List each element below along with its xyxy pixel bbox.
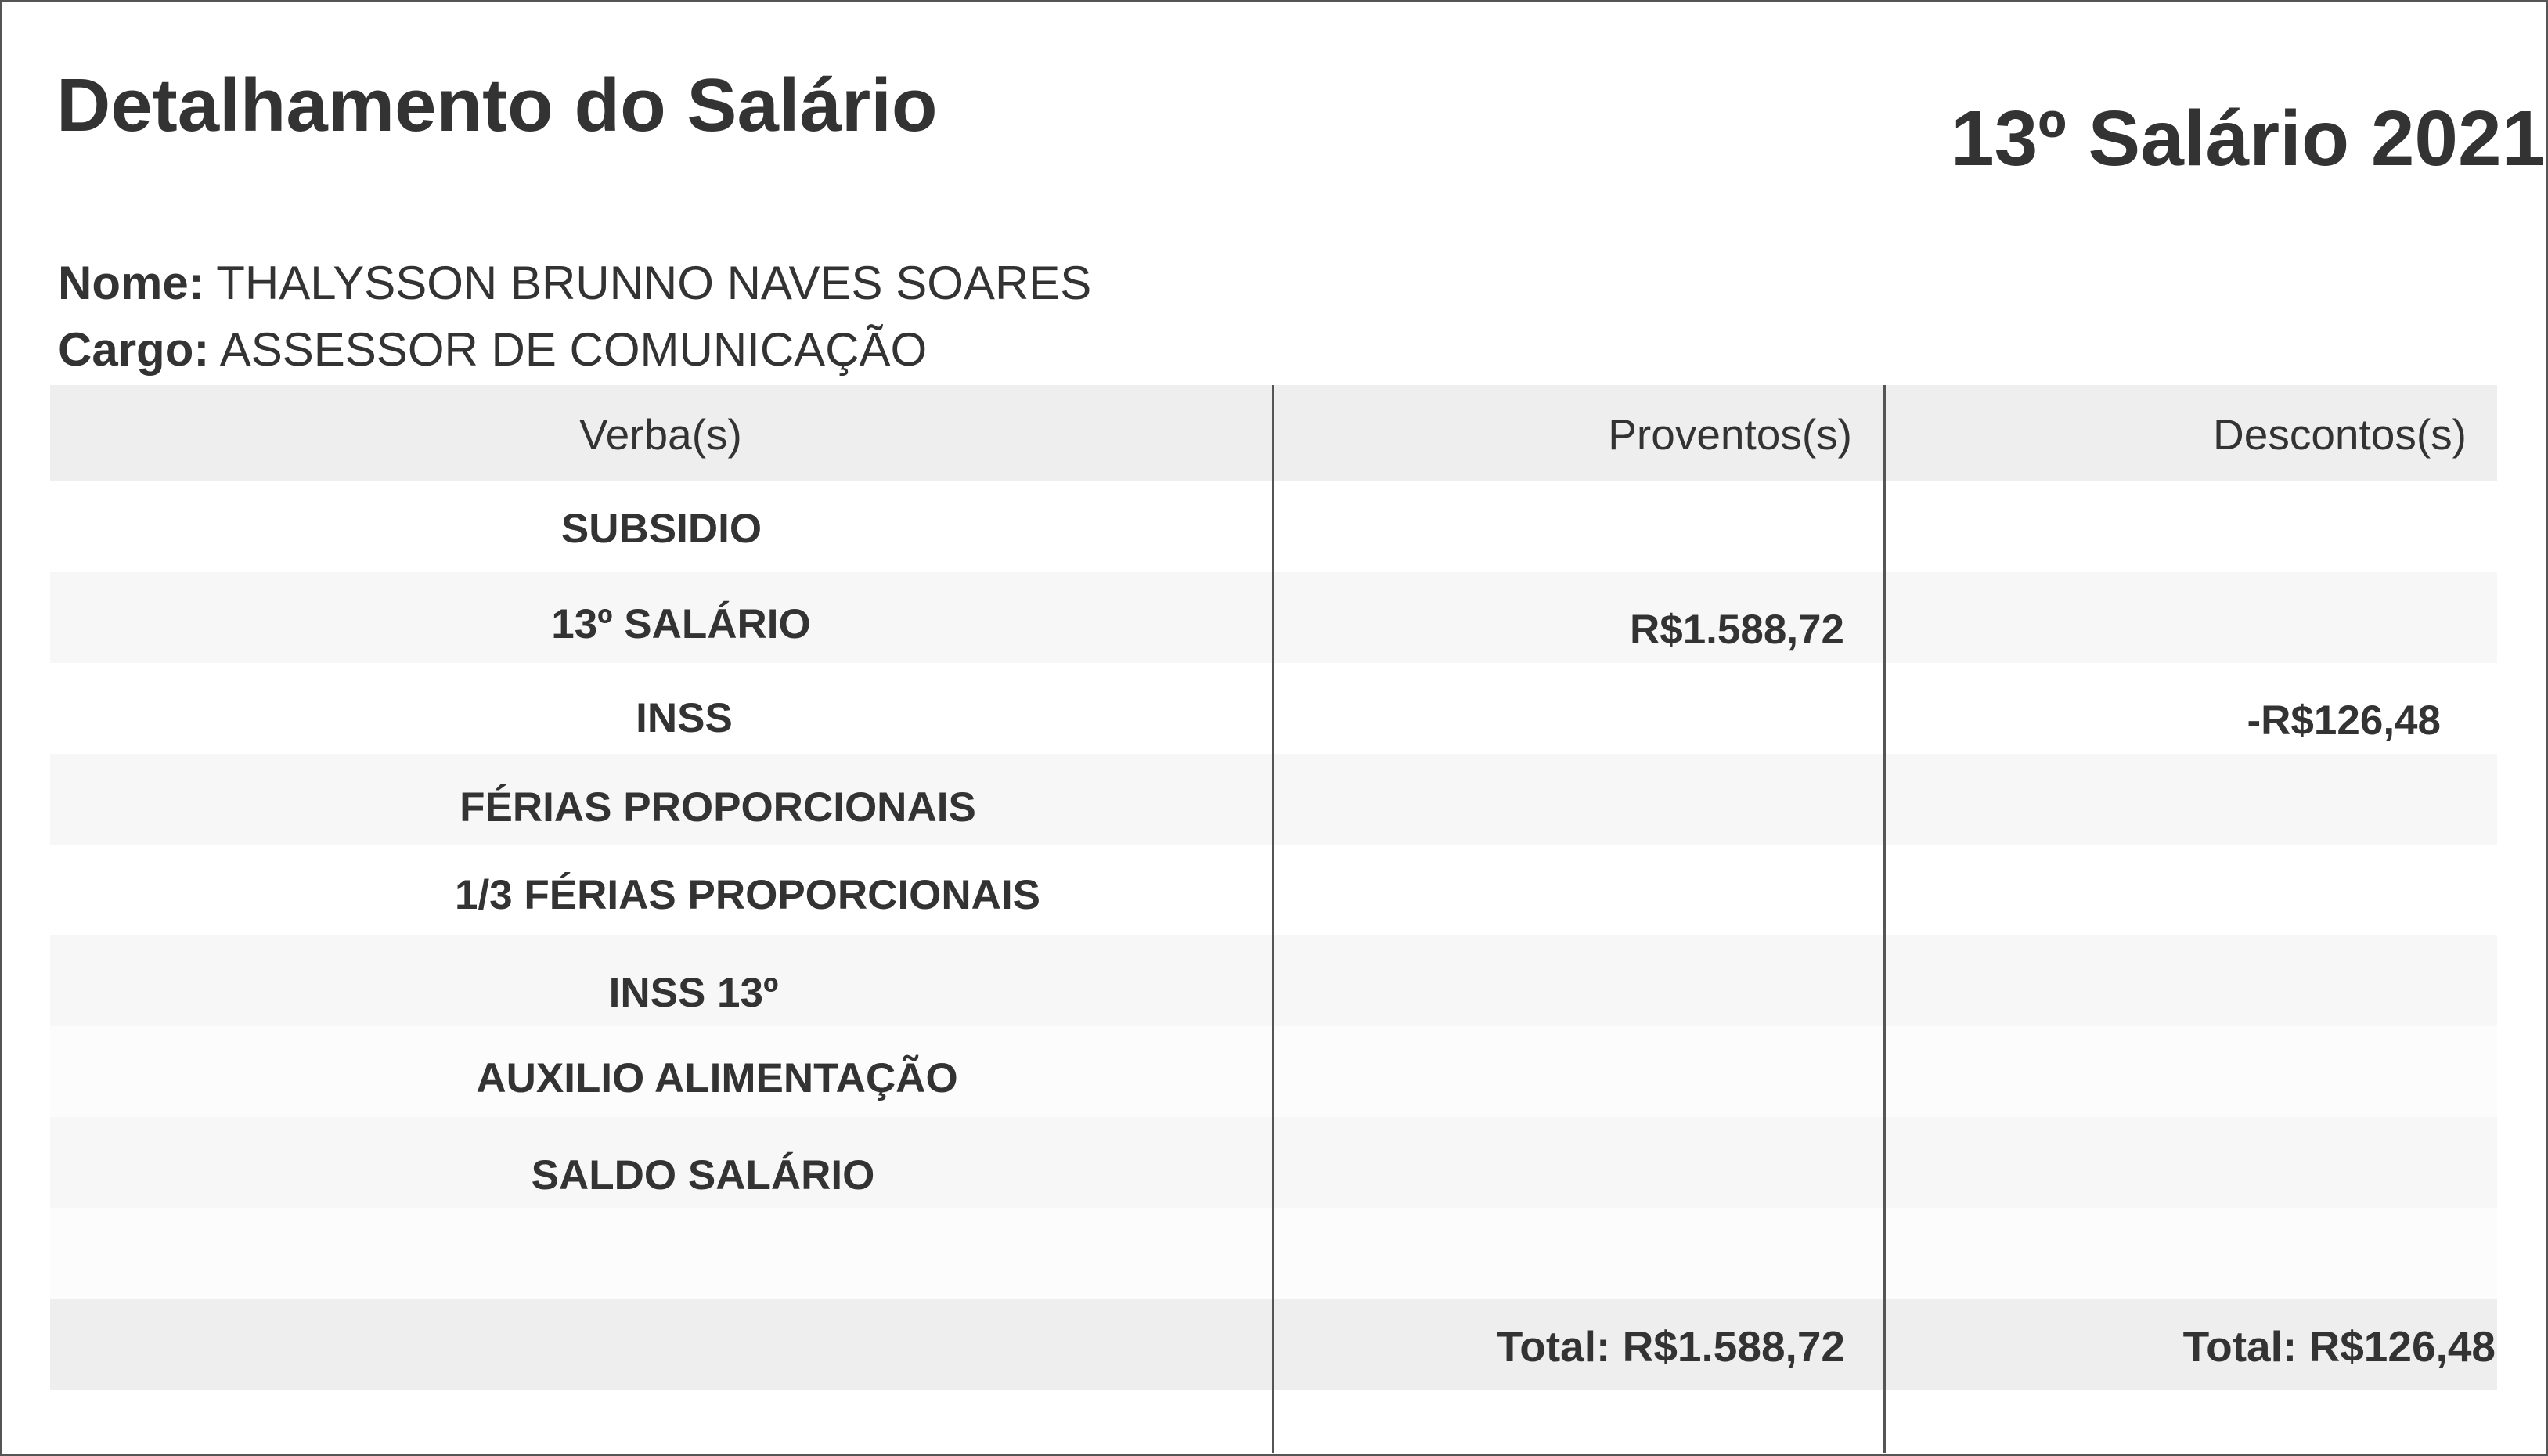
employee-role-line: [58, 323, 927, 377]
verba-label: FÉRIAS PROPORCIONAIS: [460, 784, 976, 831]
employee-role-label: Cargo:: [58, 323, 210, 376]
verba-label: 13º SALÁRIO: [551, 601, 811, 647]
verba-label: AUXILIO ALIMENTAÇÃO: [476, 1055, 958, 1101]
employee-name-label: Nome:: [58, 257, 204, 309]
page-title: Detalhamento do Salário: [56, 63, 938, 147]
employee-name: THALYSSON BRUNNO NAVES SOARES: [216, 257, 1092, 309]
total-descontos: Total: R$126,48: [2182, 1322, 2496, 1371]
employee-name-line: [58, 256, 1091, 310]
column-divider: [1272, 385, 1274, 1453]
employee-role: ASSESSOR DE COMUNICAÇÃO: [219, 323, 928, 376]
verba-label: SUBSIDIO: [560, 506, 762, 552]
verba-label: INSS 13º: [608, 970, 779, 1016]
verba-label: SALDO SALÁRIO: [531, 1152, 875, 1198]
verba-label: 1/3 FÉRIAS PROPORCIONAIS: [454, 872, 1041, 918]
desconto-amount: -R$126,48: [2247, 697, 2441, 744]
column-header-proventos: Proventos(s): [1608, 410, 1852, 459]
column-header-verba: Verba(s): [579, 410, 742, 459]
provento-amount: R$1.588,72: [1629, 607, 1844, 653]
column-divider: [1883, 385, 1886, 1453]
verba-label: INSS: [636, 695, 733, 741]
total-proventos: Total: R$1.588,72: [1496, 1322, 1845, 1371]
period-title: 13º Salário 2021: [1951, 95, 2546, 182]
column-header-descontos: Descontos(s): [2213, 410, 2467, 459]
